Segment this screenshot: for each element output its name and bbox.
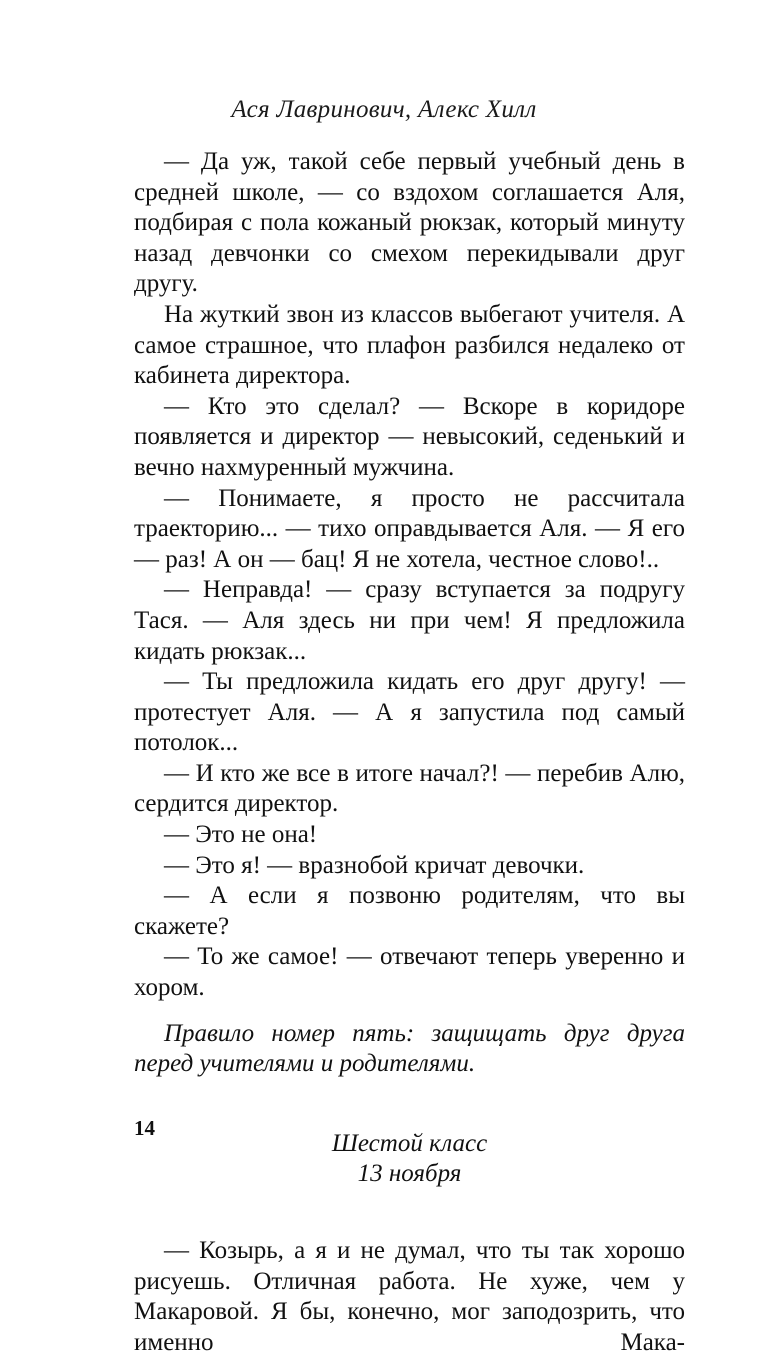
body-text (134, 147, 685, 1358)
paragraph: — Это я! — вразнобой кричат девочки. (164, 851, 585, 879)
paragraph: — Кто это сделал? — Вскоре в коридоре появляется и директор — невысокий, седенький и вечно нахмуренный мужчина. (134, 392, 685, 481)
paragraph: — А если я позвоню родителям, что вы скажете? (134, 882, 685, 940)
running-head: Ася Лавринович, Алекс Хилл (231, 96, 537, 123)
chapter-date: 13 ноября (357, 1160, 462, 1188)
paragraph: — Козырь, а я и не думал, что ты так хорошо рисуешь. Отличная работа. Не хуже, чем у Макаровой. Я бы, конечно, мог заподозрить, что именно Мака- (134, 1237, 685, 1356)
paragraph: — И кто же все в итоге начал?! — перебив Алю, сердится директор. (134, 759, 685, 818)
paragraph: — Неправда! — сразу вступается за подругу Тася. — Аля здесь ни при чем! Я предложила кидать рюкзак... (134, 576, 685, 665)
paragraph: — Ты предложила кидать его друг другу! — протестует Аля. — А я запустила под самый потолок... (134, 668, 685, 757)
rule-statement: Правило номер пять: защищать друг друга перед учителями и родителями. (134, 1019, 685, 1078)
paragraph: — Да уж, такой себе первый учебный день в средней школе, — со вздохом соглашается Аля, подбирая с пола кожаный рюкзак, который минуту назад девчонки со смехом перекидывали друг другу. (134, 148, 685, 298)
paragraph: — То же самое! — отвечают теперь уверенно и хором. (134, 943, 685, 1002)
chapter-heading (134, 1129, 685, 1190)
paragraph: На жуткий звон из классов выбегают учителя. А самое страшное, что плафон разбился недалеко от кабинета директора. (134, 300, 685, 390)
paragraph: — Понимаете, я просто не рассчитала траекторию... — тихо оправдывается Аля. — Я его — раз! А он — бац! Я не хотела, честное слово!.. (134, 484, 685, 573)
chapter-title: Шестой класс (331, 1129, 488, 1157)
paragraph: — Это не она! (164, 821, 318, 849)
page-number: 14 (134, 1116, 155, 1140)
